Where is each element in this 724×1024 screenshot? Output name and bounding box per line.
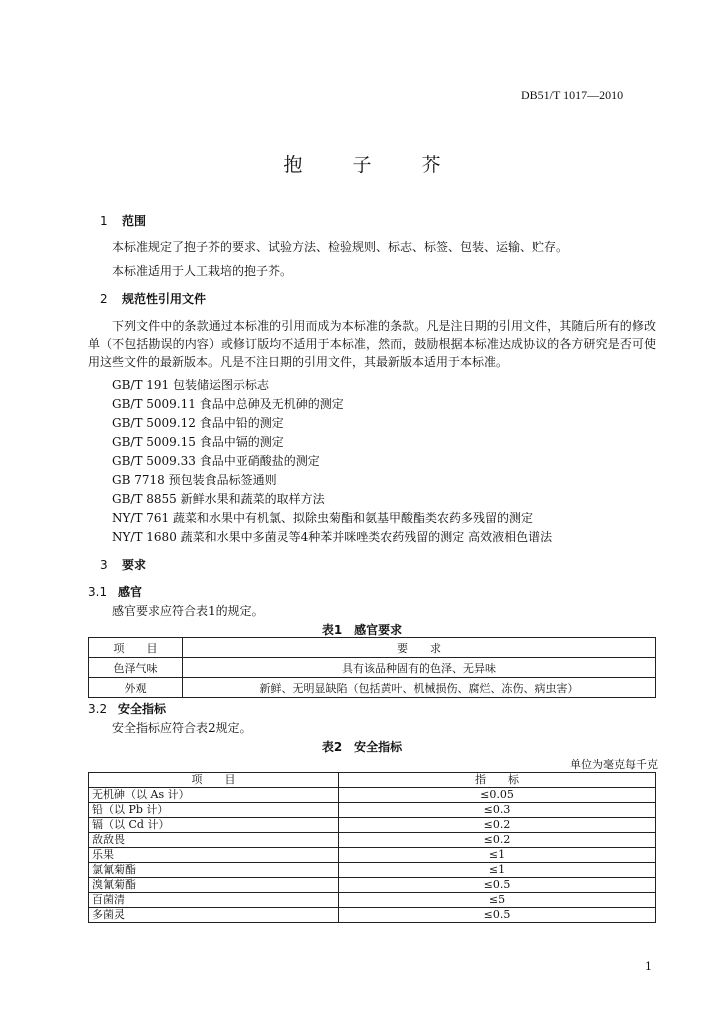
table-row bbox=[89, 878, 656, 893]
section-2-heading bbox=[100, 290, 206, 307]
table-1-caption: 表1 感官要求 bbox=[321, 623, 403, 637]
paragraph: 下列文件中的条款通过本标准的引用而成为本标准的条款。凡是注日期的引用文件，其随后所有的修改单（不包括勘误的内容）或修订版均不适用于本标准，然而，鼓励根据本标准达成协议的各方研究是否可使用这些文件的最新版本。凡是不注日期的引用文件，其最新版本适用于本标准。 bbox=[88, 319, 656, 369]
section-title: 规范性引用文件 bbox=[122, 292, 207, 306]
reference-item: GB/T 5009.12 食品中铅的测定 bbox=[112, 416, 284, 430]
table-row bbox=[89, 848, 656, 863]
table-row bbox=[89, 678, 656, 698]
column-header: 指 标 bbox=[339, 773, 656, 788]
table-header-row bbox=[89, 773, 656, 788]
section-title: 要求 bbox=[122, 558, 147, 572]
section-number: 3.2 bbox=[88, 702, 108, 716]
paragraph: 安全指标应符合表2规定。 bbox=[112, 721, 252, 735]
safety-indicators-table bbox=[88, 772, 656, 923]
table-cell: 具有该品种固有的色泽、无异味 bbox=[183, 658, 656, 678]
table-cell: ≤0.3 bbox=[339, 803, 656, 818]
paragraph: 本标准适用于人工栽培的抱子芥。 bbox=[112, 264, 293, 278]
table-cell: 色泽气味 bbox=[89, 658, 183, 678]
document-title: 抱 子 芥 bbox=[283, 154, 463, 176]
table-2-caption: 表2 安全指标 bbox=[321, 740, 403, 754]
reference-item: GB/T 5009.11 食品中总砷及无机砷的测定 bbox=[112, 397, 344, 411]
table-cell: 多菌灵 bbox=[89, 908, 339, 923]
table-cell: ≤1 bbox=[339, 863, 656, 878]
section-number: 3.1 bbox=[88, 585, 108, 599]
table-cell: ≤0.2 bbox=[339, 818, 656, 833]
reference-item: GB/T 191 包装储运图示标志 bbox=[112, 378, 269, 392]
table-cell: 溴氰菊酯 bbox=[89, 878, 339, 893]
table-cell: 镉（以 Cd 计） bbox=[89, 818, 339, 833]
sensory-requirements-table bbox=[88, 637, 656, 698]
table-cell: ≤5 bbox=[339, 893, 656, 908]
table-cell: 无机砷（以 As 计） bbox=[89, 788, 339, 803]
reference-item: GB/T 5009.33 食品中亚硝酸盐的测定 bbox=[112, 454, 320, 468]
table-row bbox=[89, 803, 656, 818]
column-header: 项 目 bbox=[89, 773, 339, 788]
table-cell: ≤0.05 bbox=[339, 788, 656, 803]
table-cell: ≤0.5 bbox=[339, 878, 656, 893]
section-number: 1 bbox=[100, 214, 108, 228]
table-row bbox=[89, 818, 656, 833]
reference-item: NY/T 761 蔬菜和水果中有机氯、拟除虫菊酯和氨基甲酸酯类农药多残留的测定 bbox=[112, 511, 534, 525]
section-title: 安全指标 bbox=[118, 702, 167, 716]
reference-item: NY/T 1680 蔬菜和水果中多菌灵等4种苯并咪唑类农药残留的测定 高效液相色谱法 bbox=[112, 530, 553, 544]
table-row bbox=[89, 658, 656, 678]
table-cell: ≤1 bbox=[339, 848, 656, 863]
table-cell: 百菌清 bbox=[89, 893, 339, 908]
table-cell: 乐果 bbox=[89, 848, 339, 863]
table-row bbox=[89, 833, 656, 848]
section-3-heading bbox=[100, 556, 146, 573]
paragraph: 本标准规定了抱子芥的要求、试验方法、检验规则、标志、标签、包装、运输、贮存。 bbox=[112, 240, 569, 254]
reference-item: GB/T 8855 新鲜水果和蔬菜的取样方法 bbox=[112, 492, 325, 506]
table-cell: 新鲜、无明显缺陷（包括黄叶、机械损伤、腐烂、冻伤、病虫害） bbox=[183, 678, 656, 698]
paragraph: 感官要求应符合表1的规定。 bbox=[112, 604, 264, 618]
table-row bbox=[89, 788, 656, 803]
section-title: 感官 bbox=[118, 585, 143, 599]
column-header: 项 目 bbox=[89, 638, 183, 658]
subsection-3-1-heading bbox=[88, 583, 142, 600]
page-number: 1 bbox=[645, 960, 652, 973]
table-row bbox=[89, 908, 656, 923]
unit-note: 单位为毫克每千克 bbox=[570, 758, 658, 771]
reference-item: GB 7718 预包装食品标签通则 bbox=[112, 473, 277, 487]
table-row bbox=[89, 893, 656, 908]
table-cell: 外观 bbox=[89, 678, 183, 698]
section-title: 范围 bbox=[122, 214, 147, 228]
subsection-3-2-heading bbox=[88, 700, 166, 717]
table-cell: ≤0.2 bbox=[339, 833, 656, 848]
section-number: 3 bbox=[100, 558, 108, 572]
table-row bbox=[89, 863, 656, 878]
table-header-row bbox=[89, 638, 656, 658]
table-cell: ≤0.5 bbox=[339, 908, 656, 923]
table-cell: 氯氰菊酯 bbox=[89, 863, 339, 878]
table-cell: 敌敌畏 bbox=[89, 833, 339, 848]
column-header: 要 求 bbox=[183, 638, 656, 658]
table-cell: 铅（以 Pb 计） bbox=[89, 803, 339, 818]
section-number: 2 bbox=[100, 292, 108, 306]
reference-item: GB/T 5009.15 食品中镉的测定 bbox=[112, 435, 284, 449]
section-1-heading bbox=[100, 212, 146, 229]
document-code: DB51/T 1017—2010 bbox=[521, 88, 624, 102]
